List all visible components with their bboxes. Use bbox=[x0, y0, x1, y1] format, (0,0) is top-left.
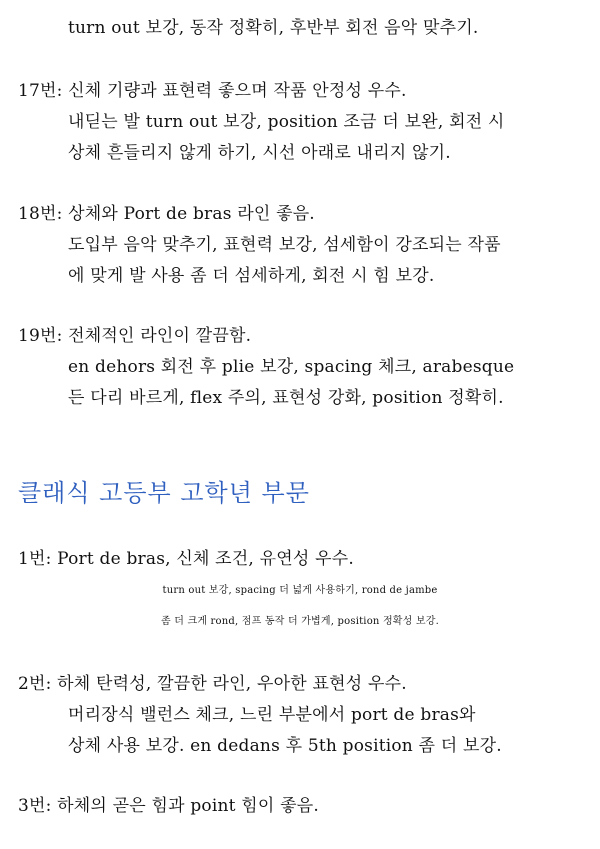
entry-18-heading: 18번: 상체와 Port de bras 라인 좋음. bbox=[18, 204, 315, 224]
entry-19-comment-line-2: 든 다리 바르게, flex 주의, 표현성 강화, position 정확히. bbox=[68, 388, 504, 408]
entry-2-comment-line-2: 상체 사용 보강. en dedans 후 5th position 좀 더 보강. bbox=[68, 736, 502, 756]
entry-2-heading: 2번: 하체 탄력성, 깔끔한 라인, 우아한 표현성 우수. bbox=[18, 674, 407, 694]
entry-2-comment-line-1: 머리장식 밸런스 체크, 느린 부분에서 port de bras와 bbox=[68, 705, 476, 725]
entry-19-heading: 19번: 전체적인 라인이 깔끔함. bbox=[18, 326, 252, 346]
entry-1-heading: 1번: Port de bras, 신체 조건, 유연성 우수. bbox=[18, 549, 354, 569]
entry-17-comment-line-2: 상체 흔들리지 않게 하기, 시선 아래로 내리지 않기. bbox=[68, 143, 451, 163]
entry-3-heading: 3번: 하체의 곧은 힘과 point 힘이 좋음. bbox=[18, 796, 319, 816]
section-title: 클래식 고등부 고학년 부문 bbox=[18, 479, 310, 507]
entry-18-comment-line-1: 도입부 음악 맞추기, 표현력 보강, 섬세함이 강조되는 작품 bbox=[68, 235, 501, 255]
continuation-line: turn out 보강, 동작 정확히, 후반부 회전 음악 맞추기. bbox=[68, 18, 479, 38]
entry-19-comment-line-1: en dehors 회전 후 plie 보강, spacing 체크, arabesque bbox=[68, 357, 515, 377]
entry-17-comment-line-1: 내딛는 발 turn out 보강, position 조금 더 보완, 회전 시 bbox=[68, 112, 505, 132]
entry-18-comment-line-2: 에 맞게 발 사용 좀 더 섬세하게, 회전 시 힘 보강. bbox=[68, 266, 435, 286]
entry-1-comment-line-1: turn out 보강, spacing 더 넓게 사용하기, rond de jambe bbox=[162, 585, 438, 596]
entry-17-heading: 17번: 신체 기량과 표현력 좋으며 작품 안정성 우수. bbox=[18, 81, 407, 101]
entry-1-comment-line-2: 좀 더 크게 rond, 점프 동작 더 가볍게, position 정확성 보강. bbox=[160, 616, 439, 627]
